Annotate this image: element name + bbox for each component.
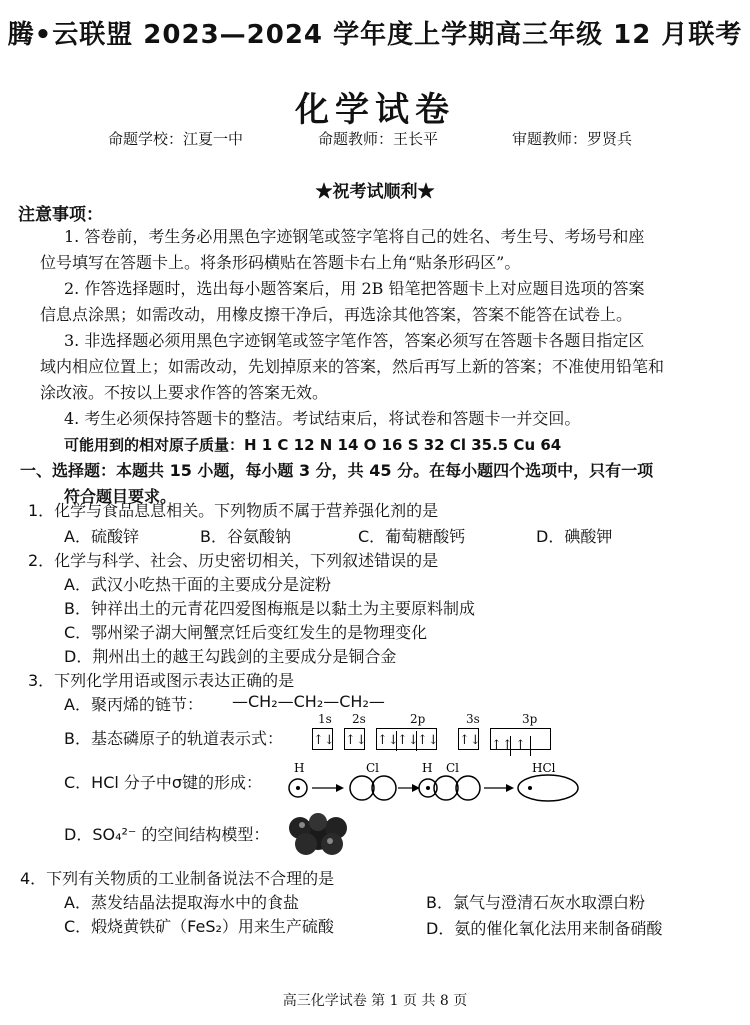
atom-h-label: H: [294, 761, 305, 775]
q4-option-d: D．氨的催化氧化法用来制备硝酸: [426, 919, 663, 938]
orbital-box-1s: ↑↓: [312, 728, 333, 750]
orbital-label-1s: 1s: [318, 712, 332, 726]
molecule-hcl-label: HCl: [532, 761, 556, 775]
note-3b: 域内相应位置上；如需改动，先划掉原来的答案，然后再写上新的答案；不准使用铅笔和: [40, 357, 665, 376]
section-1-line2: 符合题目要求。: [64, 487, 177, 506]
orbital-box-3p: ↑↑ ↑: [490, 728, 551, 750]
q4-option-b: B．氯气与澄清石灰水取漂白粉: [426, 893, 645, 912]
sulfate-space-filling-model: [278, 808, 358, 858]
atom-cl-label: Cl: [366, 761, 380, 775]
q1-option-a: A．硫酸锌: [64, 527, 139, 546]
note-3a: 3. 非选择题必须用黑色字迹钢笔或签字笔作答，答案必须写在答题卡各题目指定区: [64, 331, 645, 350]
atomic-masses: 可能用到的相对原子质量：H 1 C 12 N 14 O 16 S 32 Cl 35.5 Cu 64: [64, 436, 562, 454]
q4-option-a: A．蒸发结晶法提取海水中的食盐: [64, 893, 299, 912]
setter-school: 命题学校：江夏一中: [108, 130, 244, 148]
q2-option-b: B．钟祥出土的元青花四爱图梅瓶是以黏土为主要原料制成: [64, 599, 475, 618]
orbital-label-2s: 2s: [352, 712, 366, 726]
q3-option-d-label: D．SO₄²⁻ 的空间结构模型：: [64, 825, 270, 844]
note-2a: 2. 作答选择题时，选出每小题答案后，用 2B 铅笔把答题卡上对应题目选项的答案: [64, 279, 645, 298]
note-1b: 位号填写在答题卡上。将条形码横贴在答题卡右上角“贴条形码区”。: [40, 253, 521, 272]
orbital-label-3s: 3s: [466, 712, 480, 726]
q1-option-c: C．葡萄糖酸钙: [358, 527, 466, 546]
q3-stem: 3．下列化学用语或图示表达正确的是: [28, 671, 295, 690]
note-2b: 信息点涂黑；如需改动，用橡皮擦干净后，再选涂其他答案，答案不能答在试卷上。: [40, 305, 633, 324]
q1-option-b: B．谷氨酸钠: [200, 527, 291, 546]
section-1-line1: 一、选择题：本题共 15 小题，每小题 3 分，共 45 分。在每小题四个选项中，只有一项: [20, 461, 654, 480]
good-luck-banner: ★祝考试顺利★: [315, 182, 435, 202]
note-4: 4. 考生必须保持答题卡的整洁。考试结束后，将试卷和答题卡一并交回。: [64, 409, 581, 428]
hcl-sigma-orbital: [518, 775, 578, 801]
orbital-label-2p: 2p: [410, 712, 426, 726]
exam-subject-title: 化学试卷: [295, 90, 455, 130]
orbital-label-3p: 3p: [522, 712, 538, 726]
q2-stem: 2．化学与科学、社会、历史密切相关，下列叙述错误的是: [28, 551, 439, 570]
exam-header-title: 腾•云联盟 2023—2024 学年度上学期高三年级 12 月联考: [7, 20, 743, 50]
q2-option-c: C．鄂州梁子湖大闸蟹烹饪后变红发生的是物理变化: [64, 623, 428, 642]
q1-stem: 1．化学与食品息息相关。下列物质不属于营养强化剂的是: [28, 501, 439, 520]
q4-stem: 4．下列有关物质的工业制备说法不合理的是: [20, 869, 335, 888]
note-3c: 涂改液。不按以上要求作答的答案无效。: [40, 383, 329, 402]
q4-option-c: C．煅烧黄铁矿（FeS₂）用来生产硫酸: [64, 917, 334, 936]
orbital-box-2p: ↑↓↑↓↑↓: [376, 728, 437, 750]
notes-heading: 注意事项：: [18, 205, 103, 225]
q2-option-a: A．武汉小吃热干面的主要成分是淀粉: [64, 575, 331, 594]
setter-teacher: 命题教师：王长平: [318, 130, 439, 148]
orbital-box-3s: ↑↓: [458, 728, 479, 750]
q2-option-d: D．荆州出土的越王勾践剑的主要成分是铜合金: [64, 647, 397, 666]
atom-h2-label: H: [422, 761, 433, 775]
q3-option-a-formula: —CH₂—CH₂—CH₂—: [232, 692, 385, 711]
orbital-box-2s: ↑↓: [344, 728, 365, 750]
q3-option-b-label: B．基态磷原子的轨道表示式：: [64, 729, 283, 748]
q3-option-c-label: C．HCl 分子中σ键的形成：: [64, 773, 263, 792]
atom-cl2-label: Cl: [446, 761, 460, 775]
q1-option-d: D．碘酸钾: [536, 527, 613, 546]
note-1a: 1. 答卷前，考生务必用黑色字迹钢笔或签字笔将自己的姓名、考生号、考场号和座: [64, 227, 645, 246]
q3-option-a-label: A．聚丙烯的链节：: [64, 695, 203, 714]
reviewer-teacher: 审题教师：罗贤兵: [512, 130, 633, 148]
sigma-bond-diagram: [286, 760, 586, 804]
page-footer: 高三化学试卷 第 1 页 共 8 页: [282, 993, 468, 1009]
